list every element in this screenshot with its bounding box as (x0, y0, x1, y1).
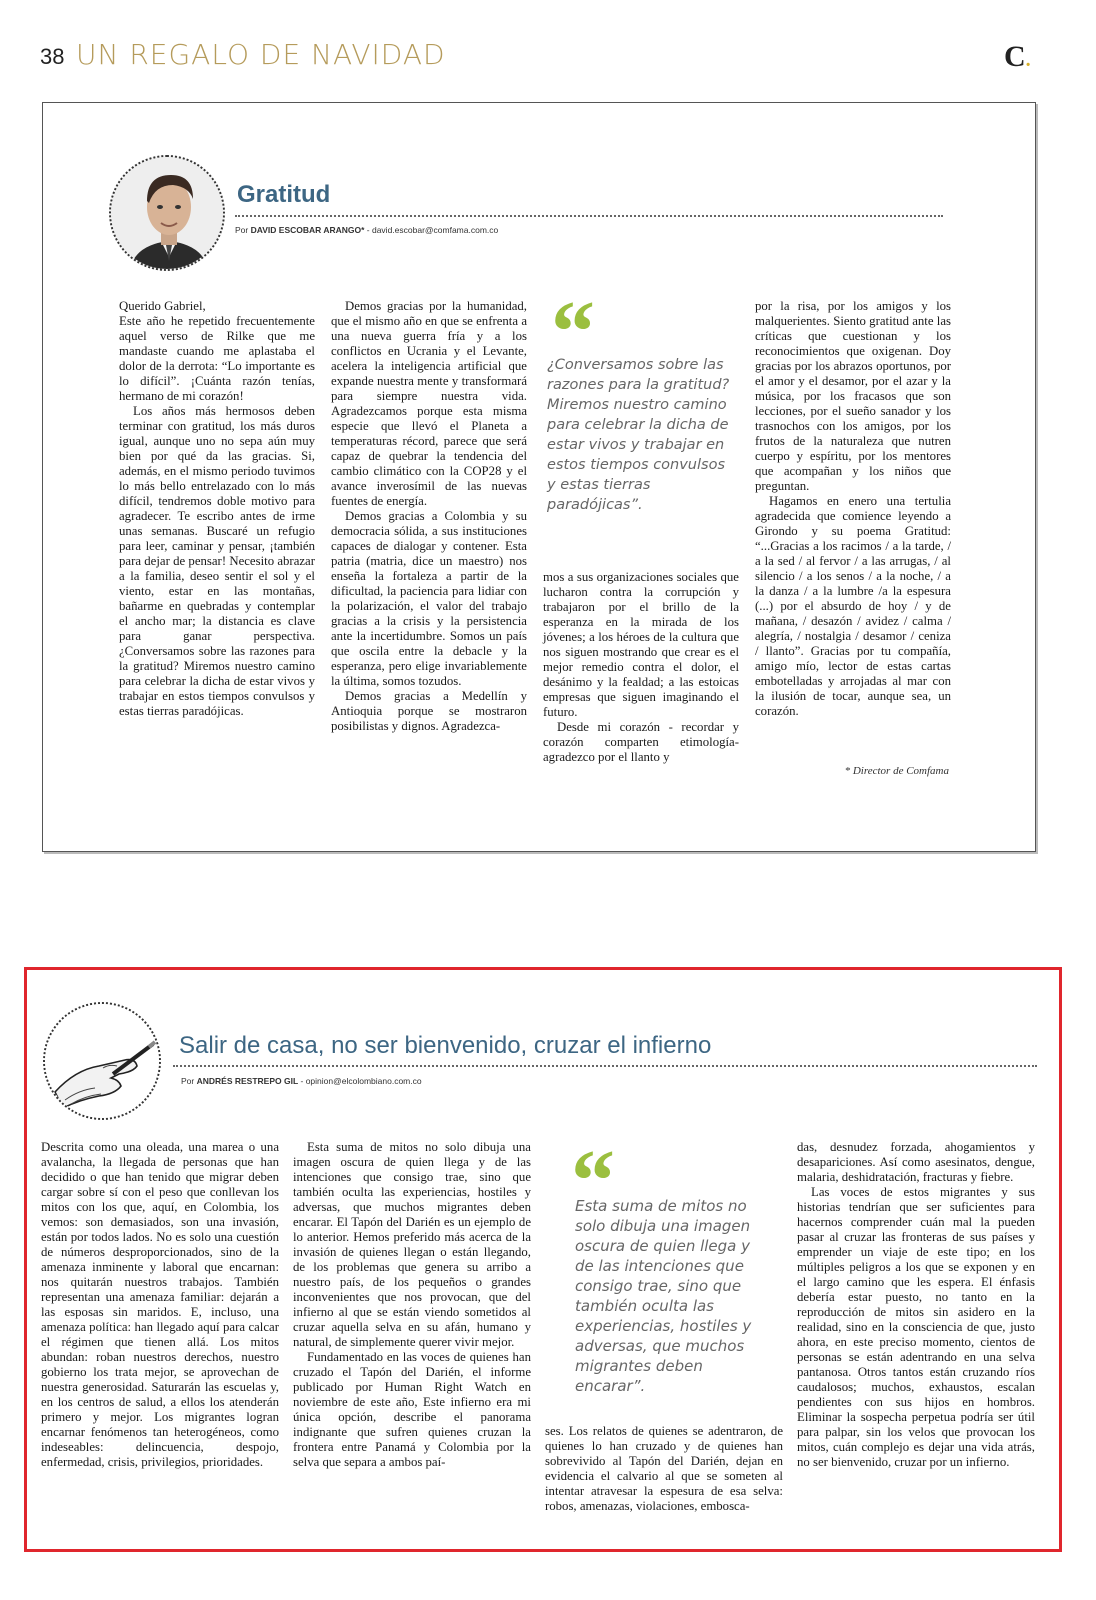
paragraph: Demos gracias por la humanidad, que el mismo año en que se enfrenta a una nueva guerra fría y a los conflictos en Ucrania y el Levante, acelera la inteligencia artificial que expande nuestra mente y transformará para siempre nuestra vida. Agradezcamos porque esta misma especie que llevó el Planeta a temperaturas récord, parece que será capaz de quebrar la tendencia del cambio climático con la COP28 y el avance inverosímil de las nuevas fuentes de energía. (331, 299, 527, 508)
paragraph: Querido Gabriel, (119, 299, 206, 313)
author-email: - opinion@elcolombiano.com.co (298, 1076, 422, 1086)
author-portrait (43, 1002, 161, 1120)
article-title: Gratitud (237, 181, 331, 208)
paragraph: Las voces de estos migrantes y sus historias tendrían que ser suficientes para hacernos comprender cuán mal la pueden pasar al cruzar las fronteras de sus países y emprender un viaje de este tipo; en los múltiples peligros a los que se exponen y en el largo camino que les espera. El énfasis debería estar puesto, no tanto en la reproducción de mitos sin asidero en la realidad, sino en la consciencia de que, justo ahora, en este preciso momento, cientos de personas se están adentrando en una selva pantanosa. Otros tantos están cruzando ríos caudalosos; muchos, exhaustos, escalan pendientes con sus hijos en hombros. Eliminar la sospecha perpetua podría ser útil para palpar, sin los velos que provocan los mitos, cuán complejo es dejar una vida atrás, no ser bienvenido, cruzar por un infierno. (797, 1185, 1035, 1469)
paragraph: Demos gracias a Colombia y su democracia sólida, a sus instituciones capaces de dialogar y contener. Esta patria (matria, dice un maestro) nos enseña la fortaleza a partir de la dificultad, la paciencia para lidiar con la polarización, el valor del trabajo gracias a la crisis y la persistencia ante la incertidumbre. Somos un país que oscila entre la debacle y la esperanza, pero elige invariablemente la última, somos tozudos. (331, 509, 527, 688)
title-rule (173, 1065, 1037, 1067)
column-2 (293, 1140, 531, 1470)
author-name: DAVID ESCOBAR ARANGO* (250, 225, 365, 235)
paragraph: Descrita como una oleada, una marea o una avalancha, la llegada de personas que han decidido o que han tenido que migrar deben cargar sobre sí con el peso que conllevan los mitos con los que, aquí, en Colombia, los vemos: son demasiados, son una invasión, están por todos lados. No es solo una cuestión de números desproporcionados, sino de la amenaza inminente y laboral que encarnan: nos quitarán nuestros trabajos. También representan una amenaza familiar: dejarán a las esposas sin maridos. E, incluso, una amenaza política: han llegado aquí para calcar el régimen que tienen allá. Los mitos abundan: roban nuestros derechos, nuestro gobierno los trata mejor, se aprovechan de nuestra generosidad. Saturarán las escuelas y, en los centros de salud, a ellos los atenderán primero y mejor. Los migrantes logran encarnar fenómenos tan heterogéneos, como indeseables: delincuencia, despojo, enfermedad, crisis, privilegios, prioridades. (41, 1140, 279, 1469)
author-name: ANDRÉS RESTREPO GIL (196, 1076, 299, 1086)
paragraph: por la risa, por los amigos y los malquerientes. Siento gratitud ante las críticas que cuestionan y los reconocimientos que oxigenan. Doy gracias por los abrazos oportunos, por el amor y el desamor, por el azar y la música, por los fracasos que son lecciones, por el sueño sanador y los trasnochos con los amigos, por los frutos de la naturaleza que nutren cuerpo y espíritu, por los mentores que acompañan y los niños que preguntan. (755, 299, 951, 493)
paragraph: Desde mi corazón - recordar y corazón comparten etimología- agradezco por el llanto y (543, 720, 739, 764)
column-1 (119, 299, 315, 719)
article-gratitud (42, 102, 1036, 852)
byline (181, 1076, 422, 1086)
byline-prefix: Por (235, 225, 249, 235)
article-title: Salir de casa, no ser bienvenido, cruzar el infierno (179, 1032, 712, 1059)
footnote: * Director de Comfama (844, 765, 949, 777)
brand-logo (1004, 40, 1031, 74)
pull-quote: ¿Conversamos sobre las razones para la gratitud? Miremos nuestro camino para celebrar la dicha de estar vivos y trabajar en estos tiempos convulsos y estas tierras paradójicas”. (547, 357, 730, 513)
page-header (40, 38, 1040, 78)
section-title: UN REGALO DE NAVIDAD (76, 38, 446, 71)
title-rule (235, 215, 943, 217)
paragraph: mos a sus organizaciones sociales que lucharon contra la corrupción y trabajaron por el brillo de la esperanza en la mirada de los jóvenes; a los héroes de la cultura que nos siguen mostrando que crear es el mejor remedio contra el dolor, el desánimo y la fealdad; a las estoicas empresas que siguen imaginando el futuro. (543, 570, 739, 719)
brand-letter: C (1004, 40, 1026, 73)
byline (235, 225, 498, 235)
writing-hand-icon (45, 1004, 161, 1120)
article-migrantes (24, 967, 1062, 1552)
paragraph: Hagamos en enero una tertulia agradecida que comience leyendo a Girondo y su poema Gratitud: “...Gracias a los racimos / a la tarde, / a la sed / al fervor / a las arrugas, / al silencio / a los senos / a la noche, / a la danza / a la lumbre /a la espesura (...) por el absurdo de hoy / y de mañana, / desazón / avidez / calma / alegría, / nostalgia / desamor / ceniza / llanto”. Gracias por tu compañía, amigo mío, lector de estas cartas embotelladas y arrojadas al mar con la ilusión de tocar, aunque sea, un corazón. (755, 494, 951, 718)
author-email: - david.escobar@comfama.com.co (364, 225, 499, 235)
author-portrait-drawing (111, 157, 225, 271)
brand-dot: . (1025, 49, 1031, 71)
author-portrait (109, 155, 225, 271)
paragraph: Este año he repetido frecuentemente aquel verso de Rilke que me mandaste cuando me aplastaba el dolor de la derrota: “Lo importante es lo difícil”. ¡Cuánta razón tenías, hermano de mi corazón! (119, 314, 315, 403)
column-3 (543, 570, 739, 765)
pull-quote: Esta suma de mitos no solo dibuja una imagen oscura de quien llega y de las intenciones que consigo trae, sino que también oculta las experiencias, hostiles y adversas, que muchos migrantes deben encarar”. (575, 1197, 752, 1395)
column-4 (755, 299, 951, 719)
column-2 (331, 299, 527, 734)
quote-mark-icon: “ (571, 1133, 615, 1230)
column-3 (545, 1424, 783, 1514)
paragraph: das, desnudez forzada, ahogamientos y desapariciones. Así como asesinatos, dengue, malaria, deshidratación, fracturas y fiebre. (797, 1140, 1035, 1184)
paragraph: Demos gracias a Medellín y Antioquia porque se mostraron posibilistas y dignos. Agradezca- (331, 689, 527, 733)
paragraph: Esta suma de mitos no solo dibuja una imagen oscura de quien llega y de las intenciones que consigo trae, sino que también oculta las experiencias, hostiles y adversas, que muchos migrantes deben encarar. El Tapón del Darién es un ejemplo de lo anterior. Hemos preferido más acerca de la invasión de quienes llegan o están llegando, de los problemas que genera su arribo a nuestro país, de los pequeños o grandes inconvenientes que nos provocan, que del infierno al que se están viendo sometidos al cruzar aquella selva en su afán, humano y natural, de simplemente querer vivir mejor. (293, 1140, 531, 1349)
paragraph: Los años más hermosos deben terminar con gratitud, los más duros igual, aunque uno no sepa aún muy bien por qué da las gracias. Si, además, en el mismo periodo tuvimos lo más bello entrelazado con lo más difícil, tendremos doble motivo para agradecer. Te escribo antes de irme unas semanas. Buscaré un refugio para leer, caminar y pensar, ¡también para dejar de pensar! Necesito abrazar a la familia, deseo sentir el sol y el viento, estar en las montañas, bañarme en quebradas y contemplar el ancho mar; la distancia es clave para ganar perspectiva. ¿Conversamos sobre las razones para la gratitud? Miremos nuestro camino para celebrar la dicha de estar vivos y trabajar en estos tiempos convulsos y estas tierras paradójicas. (119, 404, 315, 718)
column-4 (797, 1140, 1035, 1470)
page-number: 38 (40, 44, 65, 69)
paragraph: ses. Los relatos de quienes se adentraron, de quienes lo han cruzado y de quienes han sobrevivido al Tapón del Darién, dejan en evidencia el calvario al que se someten al intentar atravesar la espesura de esa selva: robos, amenazas, violaciones, embosca- (545, 1424, 783, 1513)
byline-prefix: Por (181, 1076, 195, 1086)
paragraph: Fundamentado en las voces de quienes han cruzado el Tapón del Darién, el informe publicado por Human Right Watch en noviembre de este año, Este infierno era mi única opción, describe el panorama indignante que sufren quienes cruzan la frontera entre Panamá y Colombia por la selva que separa a ambos paí- (293, 1350, 531, 1469)
quote-mark-icon: “ (551, 284, 595, 381)
column-1 (41, 1140, 279, 1470)
